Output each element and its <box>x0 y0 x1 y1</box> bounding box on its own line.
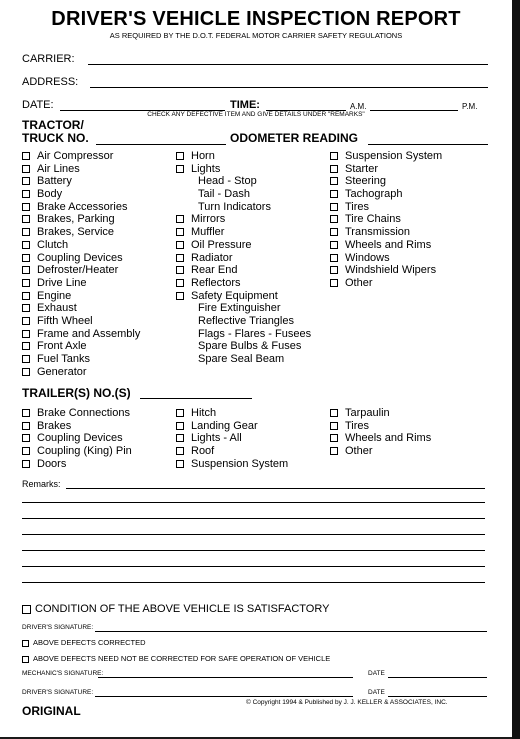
checklist-item-label: Flags - Flares - Fusees <box>198 327 312 340</box>
date-label: DATE: <box>22 99 54 111</box>
checklist-item-label: Brake Connections <box>37 407 130 419</box>
checklist-item[interactable] <box>330 277 442 290</box>
checkbox[interactable] <box>176 279 184 287</box>
checklist-item[interactable] <box>176 252 311 265</box>
checkbox[interactable] <box>176 447 184 455</box>
checklist-item-label: Wheels and Rims <box>345 238 432 251</box>
checkbox[interactable] <box>330 215 338 223</box>
checkbox[interactable] <box>176 152 184 160</box>
remarks-label: Remarks: <box>22 479 61 489</box>
checkbox[interactable] <box>176 434 184 442</box>
checklist-item[interactable] <box>22 445 132 458</box>
checklist-item[interactable] <box>22 328 140 341</box>
checklist-item <box>176 201 311 214</box>
checklist-item[interactable] <box>22 175 140 188</box>
checklist-item[interactable] <box>176 458 288 471</box>
checkbox[interactable] <box>330 434 338 442</box>
checklist-item-label: Other <box>345 276 373 289</box>
checklist-item-label: Brakes, Service <box>37 226 115 239</box>
checkbox[interactable] <box>330 152 338 160</box>
checklist-item-label: Other <box>345 445 373 458</box>
checkbox[interactable] <box>22 317 30 325</box>
truck-checklist-col3 <box>330 150 442 290</box>
checklist-item-label: Tires <box>345 419 370 432</box>
checklist-item[interactable] <box>22 226 140 239</box>
checklist-item-label: Spare Bulbs & Fuses <box>198 340 302 353</box>
checklist-item-label: Turn Indicators <box>198 200 271 213</box>
checkbox[interactable] <box>22 279 30 287</box>
remarks-line-7[interactable] <box>22 582 485 583</box>
checkbox[interactable] <box>22 342 30 350</box>
checklist-item-label: Brakes, Parking <box>37 213 115 226</box>
checkbox[interactable] <box>330 177 338 185</box>
checkbox[interactable] <box>22 215 30 223</box>
checklist-item[interactable] <box>330 150 442 163</box>
report-title: DRIVER'S VEHICLE INSPECTION REPORT <box>51 8 461 30</box>
checkbox[interactable] <box>22 152 30 160</box>
checkbox[interactable] <box>22 330 30 338</box>
original-label: ORIGINAL <box>22 704 81 718</box>
checklist-item-label: Defroster/Heater <box>37 264 119 277</box>
trailer-checklist-col2 <box>176 407 288 470</box>
defects-not-corrected-checkbox[interactable] <box>22 656 29 663</box>
checklist-item[interactable] <box>22 420 132 433</box>
checklist-item-label: Tachograph <box>345 188 403 201</box>
carrier-field[interactable] <box>88 64 488 65</box>
instructions-text: CHECK ANY DEFECTIVE ITEM AND GIVE DETAILS UNDER "REMARKS" <box>147 111 365 118</box>
checkbox[interactable] <box>176 254 184 262</box>
driver-signature2-field[interactable] <box>95 696 353 697</box>
defects-corrected-text: ABOVE DEFECTS CORRECTED <box>33 638 146 647</box>
checklist-item[interactable] <box>330 175 442 188</box>
checklist-item[interactable] <box>176 213 311 226</box>
page-edge <box>512 0 520 739</box>
remarks-line-2[interactable] <box>22 502 485 503</box>
checkbox[interactable] <box>330 190 338 198</box>
checklist-item-label: Coupling Devices <box>37 251 123 264</box>
checklist-item[interactable] <box>22 188 140 201</box>
checklist-item-label: Suspension System <box>345 150 443 162</box>
checklist-item[interactable] <box>22 340 140 353</box>
checkbox[interactable] <box>176 165 184 173</box>
remarks-line-3[interactable] <box>22 518 485 519</box>
checklist-item[interactable] <box>22 252 140 265</box>
checklist-item[interactable] <box>22 277 140 290</box>
checkbox[interactable] <box>176 422 184 430</box>
remarks-line-4[interactable] <box>22 534 485 535</box>
trailer-label: TRAILER(S) NO.(S) <box>22 386 131 400</box>
checkbox[interactable] <box>22 447 30 455</box>
checklist-item-label: Spare Seal Beam <box>198 353 285 365</box>
checklist-item-label: Tire Chains <box>345 213 401 226</box>
checklist-item-label: Windows <box>345 251 390 264</box>
checklist-item[interactable] <box>176 264 311 277</box>
report-subtitle: AS REQUIRED BY THE D.O.T. FEDERAL MOTOR CARRIER SAFETY REGULATIONS <box>109 31 403 40</box>
checkbox[interactable] <box>330 228 338 236</box>
checkbox[interactable] <box>176 215 184 223</box>
checklist-item-label: Head - Stop <box>198 175 257 188</box>
driver-signature2-label: DRIVER'S SIGNATURE: <box>22 689 94 696</box>
checklist-item[interactable] <box>176 239 311 252</box>
checklist-item[interactable] <box>176 290 311 303</box>
checkbox[interactable] <box>330 241 338 249</box>
checkbox[interactable] <box>330 203 338 211</box>
checkbox[interactable] <box>22 228 30 236</box>
checklist-item-label: Reflective Triangles <box>198 314 294 327</box>
checklist-item-label: Brake Accessories <box>37 200 128 213</box>
driver-date-field[interactable] <box>388 696 487 697</box>
checklist-item[interactable] <box>330 213 442 226</box>
address-field[interactable] <box>90 87 488 88</box>
checklist-item[interactable] <box>22 201 140 214</box>
checklist-item-label: Mirrors <box>191 213 226 226</box>
checklist-item-label: Steering <box>345 175 386 188</box>
checklist-item-label: Starter <box>345 162 379 175</box>
defects-corrected-row[interactable] <box>22 638 146 647</box>
odometer-field[interactable] <box>368 144 488 145</box>
checkbox[interactable] <box>176 409 184 417</box>
am-label: A.M. <box>350 102 367 111</box>
checklist-item-label: Tires <box>345 200 370 213</box>
carrier-label: CARRIER: <box>22 53 75 65</box>
checklist-item <box>176 302 311 315</box>
checklist-item <box>176 315 311 328</box>
checklist-item <box>176 328 311 341</box>
checkbox[interactable] <box>176 292 184 300</box>
copyright-text: © Copyright 1994 & Published by J. J. KELLER & ASSOCIATES, INC. <box>246 699 448 706</box>
checklist-item[interactable] <box>176 407 288 420</box>
checklist-item-label: Engine <box>37 289 72 302</box>
checklist-item-label: Landing Gear <box>191 419 258 432</box>
checklist-item[interactable] <box>330 188 442 201</box>
checklist-item[interactable] <box>330 163 442 176</box>
pm-label: P.M. <box>462 102 478 111</box>
checklist-item[interactable] <box>176 163 311 176</box>
checklist-item[interactable] <box>176 150 311 163</box>
checklist-item[interactable] <box>22 302 140 315</box>
condition-satisfactory[interactable] <box>22 603 329 615</box>
time-label: TIME: <box>230 99 260 111</box>
checkbox[interactable] <box>22 304 30 312</box>
checkbox[interactable] <box>176 241 184 249</box>
checklist-item <box>176 353 311 366</box>
truck-number-field[interactable] <box>96 144 226 145</box>
checklist-item-label: Body <box>37 188 63 201</box>
checkbox[interactable] <box>330 165 338 173</box>
trailer-checklist-col1 <box>22 407 132 470</box>
address-label: ADDRESS: <box>22 76 79 88</box>
checkbox[interactable] <box>22 355 30 363</box>
defects-not-corrected-row[interactable] <box>22 654 330 663</box>
checklist-item-label: Rear End <box>191 264 238 277</box>
driver-signature-label: DRIVER'S SIGNATURE: <box>22 624 94 631</box>
checklist-item-label: Reflectors <box>191 276 241 289</box>
checkbox[interactable] <box>330 279 338 287</box>
checklist-item[interactable] <box>176 226 311 239</box>
checklist-item-label: Tarpaulin <box>345 407 390 419</box>
checkbox[interactable] <box>22 292 30 300</box>
checklist-item[interactable] <box>330 226 442 239</box>
checklist-item-label: Hitch <box>191 407 217 419</box>
checklist-item[interactable] <box>330 407 431 420</box>
checklist-item <box>176 188 311 201</box>
trailer-checklist-col3 <box>330 407 431 458</box>
checklist-item-label: Windshield Wipers <box>345 264 437 277</box>
checklist-item[interactable] <box>176 420 288 433</box>
checkbox[interactable] <box>22 190 30 198</box>
truck-checklist-col1 <box>22 150 140 378</box>
mechanic-date-field[interactable] <box>388 677 487 678</box>
driver-date-label: DATE <box>368 689 385 696</box>
checkbox[interactable] <box>22 422 30 430</box>
defects-not-corrected-text: ABOVE DEFECTS NEED NOT BE CORRECTED FOR SAFE OPERATION OF VEHICLE <box>33 654 331 663</box>
checklist-item-label: Coupling (King) Pin <box>37 445 132 458</box>
checklist-item[interactable] <box>176 432 288 445</box>
defects-corrected-checkbox[interactable] <box>22 640 29 647</box>
checklist-item[interactable] <box>330 201 442 214</box>
checklist-item-label: Suspension System <box>191 457 289 470</box>
checklist-item-label: Clutch <box>37 238 69 251</box>
checkbox[interactable] <box>176 266 184 274</box>
checkbox[interactable] <box>22 409 30 417</box>
checklist-item[interactable] <box>22 407 132 420</box>
remarks-line-1[interactable] <box>66 488 485 489</box>
checklist-item-label: Frame and Assembly <box>37 327 141 340</box>
checklist-item-label: Air Compressor <box>37 150 114 162</box>
tractor-label: TRACTOR/ <box>22 118 84 132</box>
checklist-item[interactable] <box>330 420 431 433</box>
checklist-item-label: Transmission <box>345 226 410 239</box>
checklist-item-label: Doors <box>37 457 67 470</box>
checkbox[interactable] <box>22 254 30 262</box>
checklist-item[interactable] <box>330 432 431 445</box>
checkbox[interactable] <box>22 368 30 376</box>
checklist-item[interactable] <box>22 264 140 277</box>
checklist-item[interactable] <box>22 213 140 226</box>
checklist-item-label: Generator <box>37 365 87 378</box>
mechanic-signature-label: MECHANIC'S SIGNATURE: <box>22 670 104 677</box>
driver-signature-field[interactable] <box>95 631 487 632</box>
checklist-item <box>176 340 311 353</box>
checklist-item-label: Fifth Wheel <box>37 314 93 327</box>
checklist-item[interactable] <box>22 163 140 176</box>
truck-no-label: TRUCK NO. <box>22 131 89 145</box>
checklist-item[interactable] <box>22 239 140 252</box>
checkbox[interactable] <box>22 241 30 249</box>
checkbox[interactable] <box>22 203 30 211</box>
checklist-item[interactable] <box>22 366 140 379</box>
checkbox[interactable] <box>22 177 30 185</box>
checklist-item-label: Radiator <box>191 251 233 264</box>
checklist-item <box>176 175 311 188</box>
mechanic-signature-field[interactable] <box>98 677 353 678</box>
truck-checklist-col2 <box>176 150 311 366</box>
checklist-item-label: Lights <box>191 162 221 175</box>
checklist-item-label: Battery <box>37 175 72 188</box>
checkbox[interactable] <box>22 460 30 468</box>
remarks-line-6[interactable] <box>22 566 485 567</box>
checklist-item[interactable] <box>330 239 442 252</box>
checklist-item-label: Wheels and Rims <box>345 432 432 445</box>
checklist-item-label: Front Axle <box>37 340 87 353</box>
checkbox[interactable] <box>22 165 30 173</box>
checklist-item-label: Exhaust <box>37 302 77 315</box>
checklist-item-label: Fuel Tanks <box>37 353 90 365</box>
checklist-item[interactable] <box>22 150 140 163</box>
checklist-item-label: Horn <box>191 150 215 162</box>
checkbox[interactable] <box>176 460 184 468</box>
checkbox[interactable] <box>330 254 338 262</box>
checkbox[interactable] <box>330 409 338 417</box>
checklist-item[interactable] <box>330 252 442 265</box>
remarks-line-5[interactable] <box>22 550 485 551</box>
checkbox[interactable] <box>22 434 30 442</box>
checklist-item[interactable] <box>22 353 140 366</box>
checklist-item[interactable] <box>22 432 132 445</box>
checklist-item-label: Fire Extinguisher <box>198 302 281 315</box>
checklist-item[interactable] <box>330 264 442 277</box>
checklist-item[interactable] <box>22 290 140 303</box>
checkbox[interactable] <box>330 422 338 430</box>
trailer-number-field[interactable] <box>140 398 252 399</box>
mechanic-date-label: DATE <box>368 670 385 677</box>
checklist-item-label: Brakes <box>37 419 72 432</box>
checklist-item-label: Coupling Devices <box>37 432 123 445</box>
checklist-item[interactable] <box>330 445 431 458</box>
checklist-item-label: Roof <box>191 445 215 458</box>
checklist-item[interactable] <box>22 315 140 328</box>
checklist-item-label: Oil Pressure <box>191 238 252 251</box>
checklist-item[interactable] <box>176 277 311 290</box>
checklist-item-label: Safety Equipment <box>191 289 278 302</box>
checkbox[interactable] <box>176 228 184 236</box>
checklist-item-label: Tail - Dash <box>198 188 250 201</box>
checkbox[interactable] <box>22 266 30 274</box>
checkbox[interactable] <box>330 447 338 455</box>
checklist-item-label: Lights - All <box>191 432 242 445</box>
checkbox[interactable] <box>330 266 338 274</box>
checklist-item[interactable] <box>22 458 132 471</box>
odometer-label: ODOMETER READING <box>230 131 359 145</box>
condition-checkbox[interactable] <box>22 605 31 614</box>
checklist-item[interactable] <box>176 445 288 458</box>
checklist-item-label: Muffler <box>191 226 225 239</box>
checklist-item-label: Air Lines <box>37 162 80 175</box>
checklist-item-label: Drive Line <box>37 276 87 289</box>
condition-text: CONDITION OF THE ABOVE VEHICLE IS SATISFACTORY <box>35 603 330 615</box>
